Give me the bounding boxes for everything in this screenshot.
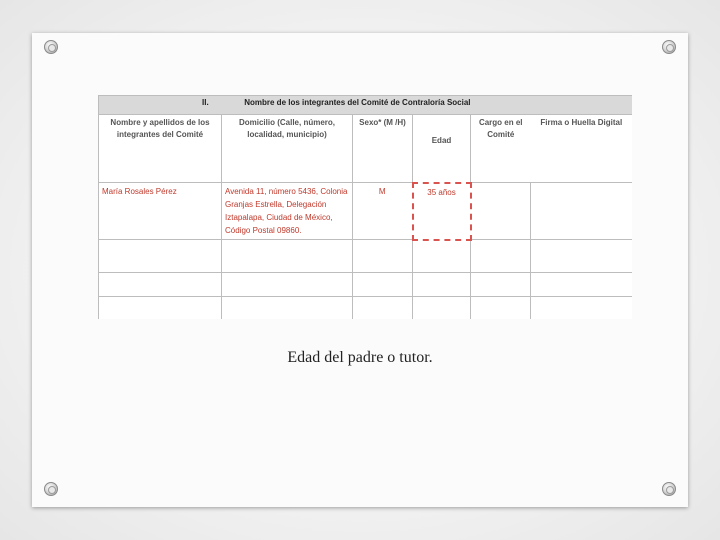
cell-edad-highlighted: 35 años (413, 183, 471, 240)
header-firma: Firma o Huella Digital (531, 115, 633, 183)
header-nombre: Nombre y apellidos de los integrantes del Comité (99, 115, 222, 183)
section-title: Nombre de los integrantes del Comité de Contraloría Social (244, 98, 471, 107)
committee-members-table (98, 95, 632, 319)
header-edad: Edad (413, 115, 471, 183)
header-domicilio: Domicilio (Calle, número, localidad, municipio) (222, 115, 353, 183)
section-header-row (99, 96, 633, 115)
screw-decoration-icon (44, 482, 58, 496)
screw-decoration-icon (662, 40, 676, 54)
cell-firma (531, 183, 633, 240)
slide-caption: Edad del padre o tutor. (287, 349, 433, 366)
screw-decoration-icon (44, 40, 58, 54)
section-number: II. (202, 98, 209, 107)
cell-sexo: M (353, 183, 413, 240)
column-header-row (99, 115, 633, 183)
cell-nombre: María Rosales Pérez (99, 183, 222, 240)
header-sexo: Sexo* (M /H) (353, 115, 413, 183)
table-row (99, 273, 633, 297)
screw-decoration-icon (662, 482, 676, 496)
table-row (99, 297, 633, 320)
cell-domicilio: Avenida 11, número 5436, Colonia Granjas Estrella, Delegación Iztapalapa, Ciudad de México, Código Postal 09860. (222, 183, 353, 240)
table-row (99, 183, 633, 240)
cell-cargo (471, 183, 531, 240)
table-row (99, 240, 633, 273)
section-header (99, 96, 633, 115)
form-screenshot (98, 95, 632, 319)
header-cargo: Cargo en el Comité (471, 115, 531, 183)
